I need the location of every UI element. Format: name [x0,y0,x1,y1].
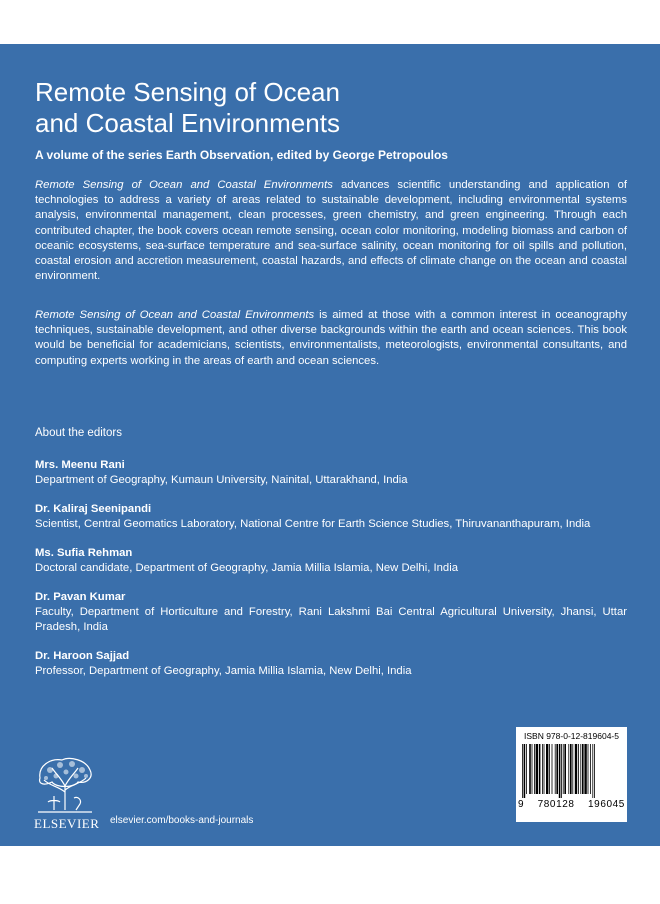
barcode-bar [549,744,550,794]
ean-digit-group-1: 780128 [537,799,575,810]
barcode-bar [546,744,548,794]
barcode-bars [522,744,622,798]
editor-name: Dr. Kaliraj Seenipandi [35,503,152,515]
barcode-bar [563,744,564,794]
barcode-bar [578,744,579,794]
barcode-bar [572,744,573,794]
isbn-label: ISBN 978-0-12-819604-5 [524,731,619,741]
book-title-italic: Remote Sensing of Ocean and Coastal Environments [35,309,315,321]
editor-name: Ms. Sufia Rehman [35,547,133,559]
description-text-1: advances scientific understanding and application of technologies to address a variety of areas related to sustainable development, including environmental systems analysis, environmental management, clean processes, green chemistry, and green engineering. Through each contributed chapter, the book covers ocean remote sensing, ocean color monitoring, modeling biomass and carbon of oceanic ecosystems, sea-surface temperature and sea-surface salinity, ocean monitoring for oil spills and pollution, coastal erosion and accretion measurement, coastal hazards, and effects of climate change on the ocean and coastal environment. [35,179,627,283]
editor-affiliation: Faculty, Department of Horticulture and Forestry, Rani Lakshmi Bai Central Agricultural University, Jhansi, Uttar Pradesh, India [35,606,627,633]
barcode-bar [564,744,566,794]
publisher-url[interactable]: elsevier.com/books-and-journals [110,815,254,826]
barcode-bar [588,744,589,794]
editors-list [35,458,627,693]
barcode-bar [584,744,586,794]
editor-affiliation: Scientist, Central Geomatics Laboratory, National Centre for Earth Science Studies, Thiruvananthapuram, India [35,518,591,530]
barcode-bar [536,744,538,794]
barcode-bar [542,744,543,794]
editor-entry [35,546,627,576]
description-paragraph-2 [35,308,627,369]
barcode-bar [580,744,581,794]
ean-digit-group-2: 196045 [588,799,625,810]
barcode-bar [552,744,553,794]
ean-digit-lead: 9 [518,799,525,810]
barcode-bar [559,744,561,798]
isbn-barcode [516,727,627,822]
description-text-2: is aimed at those with a common interest in oceanography techniques, sustainable development, and other diverse backgrounds within the earth and ocean sciences. This book would be beneficial for academicians, scientists, environmentalists, meteorologists, environmental consultants, and computing experts working in the areas of earth and ocean sciences. [35,309,627,367]
elsevier-tree-icon [34,756,96,814]
editor-entry [35,590,627,635]
barcode-bar [532,744,533,794]
editor-affiliation: Professor, Department of Geography, Jamia Millia Islamia, New Delhi, India [35,665,412,677]
barcode-bar [594,744,595,798]
editor-entry [35,502,627,532]
barcode-bar [575,744,577,794]
barcode-bar [534,744,535,794]
editor-name: Dr. Haroon Sajjad [35,650,130,662]
barcode-bar [529,744,531,794]
barcode-bar [555,744,556,794]
barcode-bar [568,744,569,794]
title-line-1: Remote Sensing of Ocean [35,77,340,107]
elsevier-logo [34,756,98,832]
barcode-bar [582,744,584,794]
editor-entry [35,458,627,488]
back-cover [0,44,660,846]
title-line-2: and Coastal Environments [35,108,340,138]
about-editors-heading: About the editors [35,427,122,439]
book-title-italic: Remote Sensing of Ocean and Coastal Environments [35,179,333,191]
barcode-bar [592,744,593,798]
barcode-bar [526,744,527,794]
description-paragraph-1 [35,178,627,284]
book-title [35,77,635,139]
editor-entry [35,649,627,679]
barcode-bar [570,744,572,794]
barcode-bar [522,744,523,798]
barcode-bar [561,744,562,798]
barcode-bar [539,744,541,794]
series-note: A volume of the series Earth Observation, edited by George Petropoulos [35,148,448,162]
barcode-bar [590,744,591,794]
barcode-bar [524,744,526,798]
publisher-name: ELSEVIER [34,816,100,831]
barcode-bar [556,744,558,794]
editor-name: Mrs. Meenu Rani [35,459,125,471]
barcode-bar [544,744,545,794]
editor-affiliation: Doctoral candidate, Department of Geography, Jamia Millia Islamia, New Delhi, India [35,562,458,574]
editor-name: Dr. Pavan Kumar [35,591,126,603]
ean-digits [518,799,625,810]
editor-affiliation: Department of Geography, Kumaun University, Nainital, Uttarakhand, India [35,474,408,486]
